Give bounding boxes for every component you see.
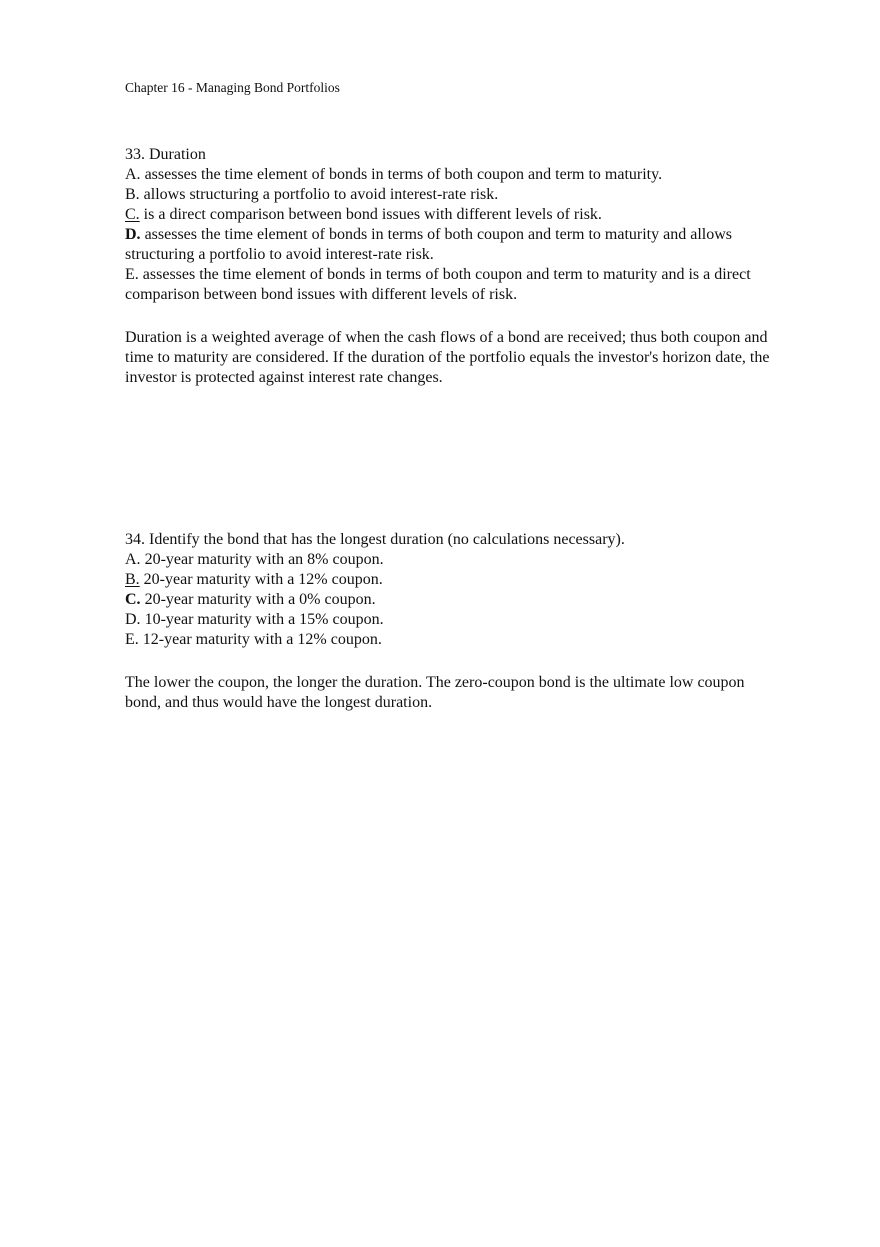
choice-letter-underlined: B. — [125, 571, 140, 588]
correct-answer-letter: C. — [125, 591, 141, 608]
answer-explanation: Duration is a weighted average of when the cash flows of a bond are received; thus both coupon and time to maturity are considered. If the duration of the portfolio equals the investor's horizon date, the investor is protected against interest rate changes. — [125, 329, 770, 386]
choice-b — [125, 185, 775, 205]
choice-text: 10-year maturity with a 15% coupon. — [140, 611, 384, 628]
choice-c — [125, 205, 775, 225]
choice-letter: A. — [125, 551, 141, 568]
choice-text: 20-year maturity with an 8% coupon. — [140, 551, 384, 568]
answer-explanation: The lower the coupon, the longer the duration. The zero-coupon bond is the ultimate low coupon bond, and thus would have the longest duration. — [125, 674, 745, 711]
choice-text: 12-year maturity with a 12% coupon. — [138, 631, 382, 648]
choice-text: 20-year maturity with a 0% coupon. — [140, 591, 376, 608]
choice-text: allows structuring a portfolio to avoid interest-rate risk. — [139, 186, 499, 203]
choice-d — [125, 610, 775, 630]
choice-letter: E. — [125, 631, 139, 648]
choice-letter: B. — [125, 186, 140, 203]
choice-text: assesses the time element of bonds in terms of both coupon and term to maturity. — [140, 166, 663, 183]
question-title: 33. Duration — [125, 146, 206, 163]
choice-e — [125, 265, 775, 305]
choice-letter: D. — [125, 611, 141, 628]
choice-a — [125, 165, 775, 185]
choice-b — [125, 570, 775, 590]
choice-c-correct — [125, 590, 775, 610]
correct-answer-letter: D. — [125, 226, 141, 243]
choice-e — [125, 630, 775, 650]
choice-letter: E. — [125, 266, 139, 283]
question-34 — [125, 530, 775, 713]
question-33 — [125, 145, 775, 388]
choice-d-correct — [125, 225, 775, 265]
chapter-header: Chapter 16 - Managing Bond Portfolios — [125, 80, 340, 95]
choice-text: is a direct comparison between bond issues with different levels of risk. — [139, 206, 602, 223]
choice-text: assesses the time element of bonds in terms of both coupon and term to maturity and allows structuring a portfolio to avoid interest-rate risk. — [125, 226, 732, 263]
choice-letter-underlined: C. — [125, 206, 140, 223]
choice-letter: A. — [125, 166, 141, 183]
choice-a — [125, 550, 775, 570]
question-title: 34. Identify the bond that has the longest duration (no calculations necessary). — [125, 531, 625, 548]
choice-text: assesses the time element of bonds in terms of both coupon and term to maturity and is a direct comparison between bond issues with different levels of risk. — [125, 266, 751, 303]
choice-text: 20-year maturity with a 12% coupon. — [139, 571, 383, 588]
